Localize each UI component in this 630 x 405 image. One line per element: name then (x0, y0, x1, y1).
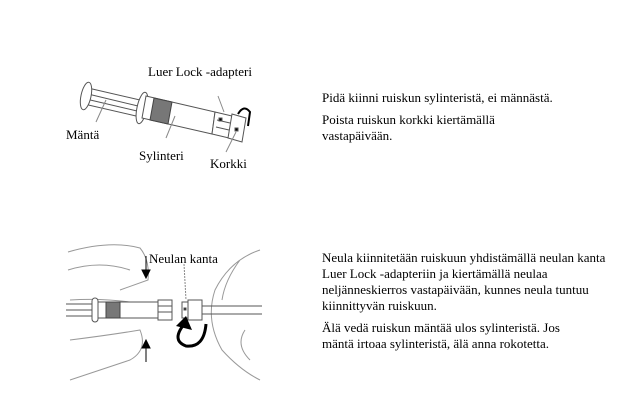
instructions-step-1 (322, 90, 612, 150)
instruction-paragraph: Neula kiinnitetään ruiskuun yhdistämällä neulan kanta Luer Lock -adapteriin ja kiertämällä neulaa neljänneskierros vastapäivään, kunnes neula tuntuu kiinnittyvän ruiskuun. (322, 250, 606, 313)
instruction-paragraph: Pidä kiinni ruiskun sylinteristä, ei männästä. (322, 90, 553, 105)
stopper (150, 98, 172, 124)
instructions-step-2 (322, 250, 612, 358)
luer-lock (158, 300, 172, 320)
instruction-paragraph: Älä vedä ruiskun mäntää ulos sylinteristä. Jos mäntä irtoaa sylinteristä, älä anna rokotetta. (322, 320, 560, 351)
right-hand (211, 250, 260, 380)
syringe-figure (0, 0, 300, 200)
luer-lock-label: Luer Lock -adapteri (148, 64, 252, 79)
plunger-label: Mäntä (66, 127, 100, 142)
instruction-paragraph: Poista ruiskun korkki kiertämällä vastapäivään. (322, 112, 495, 143)
plunger-flange (78, 81, 94, 110)
syringe-illustration (0, 0, 300, 200)
stopper (106, 302, 120, 318)
needle-attach-figure (0, 230, 300, 400)
plunger-rod (84, 88, 140, 116)
cap-label: Korkki (210, 156, 247, 171)
needle-hub-label: Neulan kanta (149, 251, 218, 266)
barrel-flange (92, 298, 98, 322)
barrel-label: Sylinteri (139, 148, 184, 163)
